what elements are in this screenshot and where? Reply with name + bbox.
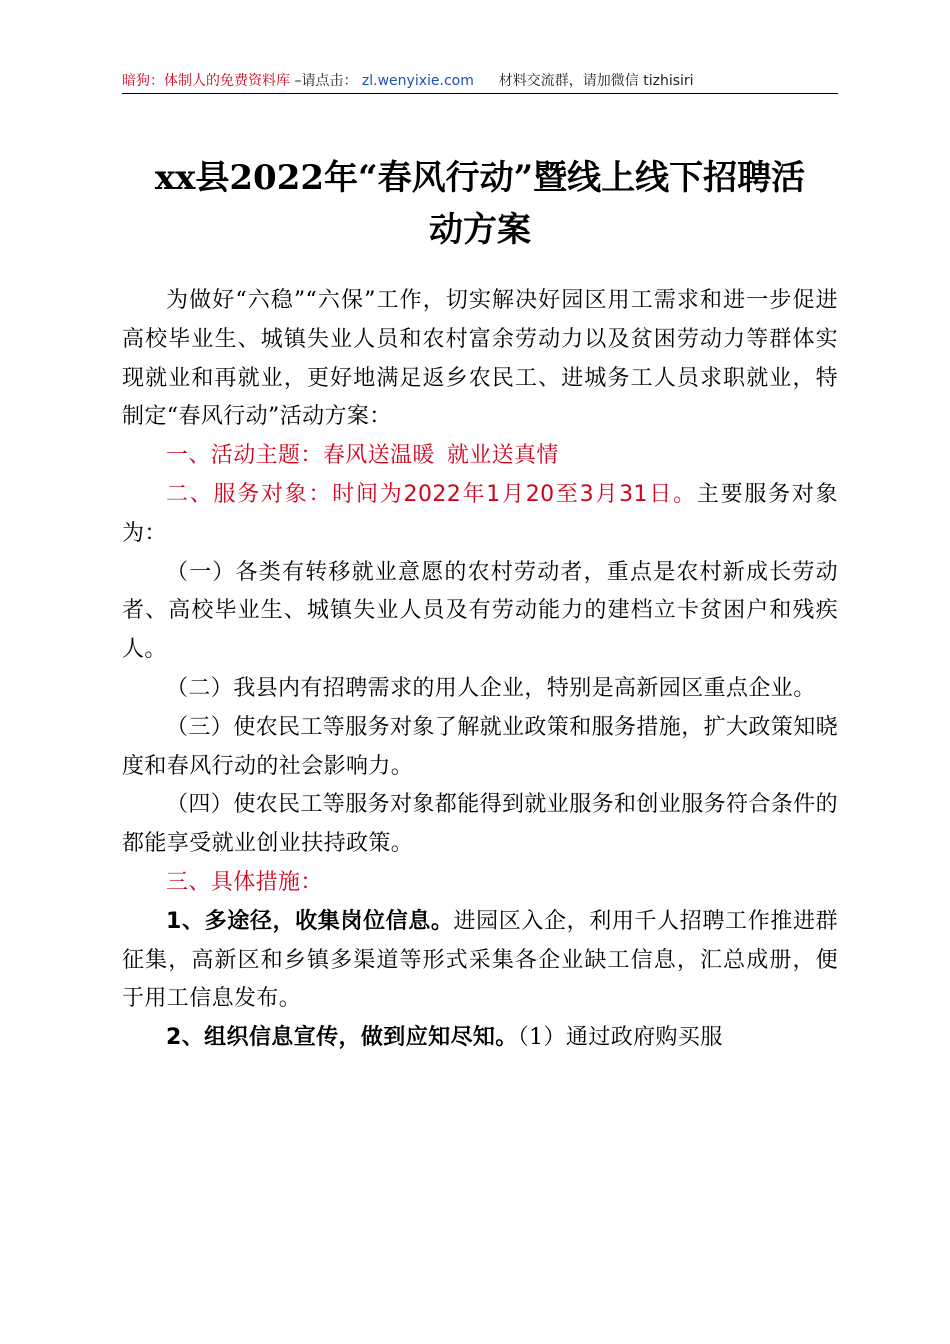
- document-body: [122, 282, 838, 1058]
- section-1-theme-a: 春风送温暖: [322, 443, 435, 469]
- title-line-2: 动方案: [429, 210, 531, 250]
- section-1-heading: [122, 437, 838, 476]
- section-2-heading: 二、服务对象：时间为2022年1月20至3月31日。: [166, 481, 697, 507]
- section-2-item-2: （二）我县内有招聘需求的用人企业，特别是高新园区重点企业。: [166, 675, 816, 701]
- section-1-label: 一、活动主题：: [166, 443, 323, 469]
- measure-2-paragraph: [122, 1019, 838, 1058]
- header-divider: [122, 93, 838, 94]
- measure-2-title: 2、组织信息宣传，做到应知尽知。: [166, 1025, 518, 1051]
- section-2-item-1: （一）各类有转移就业意愿的农村劳动者，重点是农村新成长劳动者、高校毕业生、城镇失业人员及有劳动能力的建档立卡贫困户和残疾人。: [122, 559, 838, 663]
- measure-1-paragraph: [122, 903, 838, 1019]
- section-2-item-4: （四）使农民工等服务对象都能得到就业服务和创业服务符合条件的都能享受就业创业扶持政策。: [122, 792, 839, 857]
- document-title: [100, 152, 860, 256]
- section-2-text: 主要服务对象为：: [122, 481, 839, 546]
- title-line-1: xx县2022年“春风行动”暨线上线下招聘活: [154, 158, 806, 198]
- header-url-link[interactable]: zl.wenyixie.com: [361, 73, 474, 89]
- section-2-paragraph: [122, 476, 838, 554]
- header-site-label: 暗狗：体制人的免费资料库: [122, 73, 290, 89]
- section-3-heading: 三、具体措施：: [166, 869, 323, 895]
- header-contact: 材料交流群，请加微信 tizhisiri: [498, 73, 694, 89]
- intro-paragraph: 为做好“六稳”“六保”工作，切实解决好园区用工需求和进一步促进高校毕业生、城镇失业人员和农村富余劳动力以及贫困劳动力等群体实现就业和再就业，更好地满足返乡农民工、进城务工人员求职就业，特制定“春风行动”活动方案：: [122, 288, 838, 430]
- measure-1-text: 进园区入企，利用千人招聘工作推进群征集，高新区和乡镇多渠道等形式采集各企业缺工信息，汇总成册，便于用工信息发布。: [122, 908, 838, 1012]
- section-2-item-3: （三）使农民工等服务对象了解就业政策和服务措施，扩大政策知晓度和春风行动的社会影响力。: [122, 714, 839, 779]
- section-1-theme-b: 就业送真情: [446, 443, 559, 469]
- page-header: [122, 70, 838, 92]
- header-click-label: –请点击：: [294, 73, 358, 89]
- measure-2-text: （1）通过政府购买服: [517, 1025, 723, 1051]
- measure-1-title: 1、多途径，收集岗位信息。: [166, 908, 454, 934]
